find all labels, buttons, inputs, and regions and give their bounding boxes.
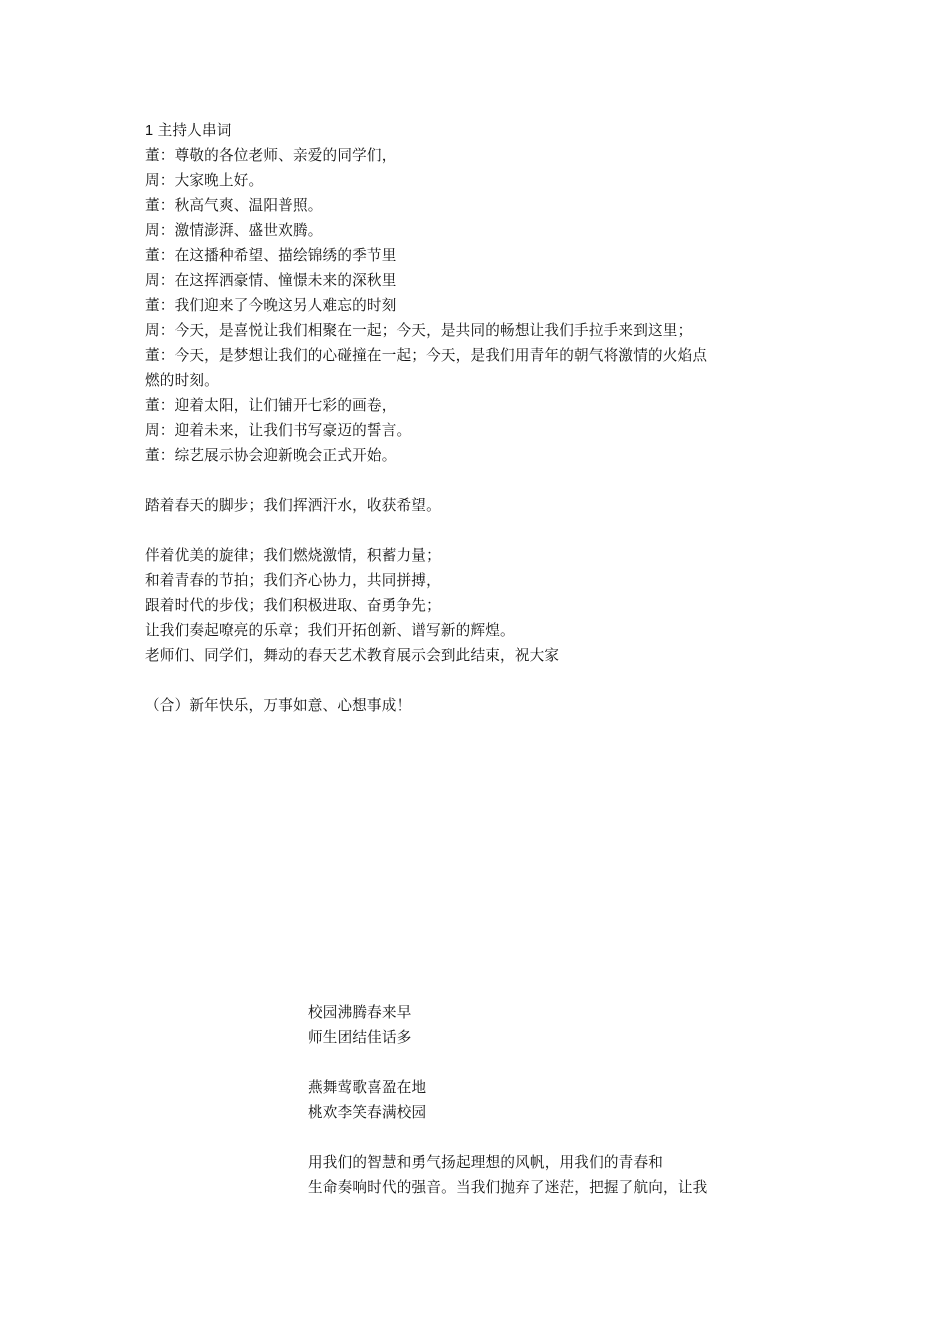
dialogue-line: 周：迎着未来，让我们书写豪迈的誓言。 [145,422,412,439]
couplet-line: 桃欢李笑春满校园 [308,1104,427,1121]
couplet-line: 燕舞莺歌喜盈在地 [308,1079,427,1096]
closing-line: 和着青春的节拍；我们齐心协力，共同拼搏， [145,572,441,589]
dialogue-line: 周：在这挥洒豪情、憧憬未来的深秋里 [145,272,397,289]
couplet-line: 校园沸腾春来早 [308,1004,412,1021]
final-paragraph-line: 用我们的智慧和勇气扬起理想的风帆，用我们的青春和 [308,1154,664,1171]
closing-line: 伴着优美的旋律；我们燃烧激情，积蓄力量； [145,547,441,564]
spring-line: 踏着春天的脚步；我们挥洒汗水，收获希望。 [145,497,441,514]
closing-line: 让我们奏起嘹亮的乐章；我们开拓创新、谱写新的辉煌。 [145,622,515,639]
dialogue-line: 周：今天，是喜悦让我们相聚在一起；今天，是共同的畅想让我们手拉手来到这里； [145,322,693,339]
dialogue-line: 董：秋高气爽、温阳普照。 [145,197,323,214]
dialogue-line: 周：激情澎湃、盛世欢腾。 [145,222,323,239]
together-line: （合）新年快乐，万事如意、心想事成！ [145,697,412,714]
document-heading: 1 主持人串词 [145,123,232,139]
couplet-line: 师生团结佳话多 [308,1029,412,1046]
closing-line: 老师们、同学们，舞动的春天艺术教育展示会到此结束，祝大家 [145,647,560,664]
final-paragraph-line: 生命奏响时代的强音。当我们抛弃了迷茫，把握了航向，让我 [308,1179,708,1196]
dialogue-line: 董：今天，是梦想让我们的心碰撞在一起；今天，是我们用青年的朝气将激情的火焰点 [145,347,708,364]
dialogue-line: 董：综艺展示协会迎新晚会正式开始。 [145,447,397,464]
dialogue-line: 燃的时刻。 [145,372,219,389]
dialogue-line: 董：在这播种希望、描绘锦绣的季节里 [145,247,397,264]
dialogue-line: 董：我们迎来了今晚这另人难忘的时刻 [145,297,397,314]
dialogue-line: 董：迎着太阳，让们铺开七彩的画卷， [145,397,397,414]
dialogue-line: 董：尊敬的各位老师、亲爱的同学们， [145,147,397,164]
closing-line: 跟着时代的步伐；我们积极进取、奋勇争先； [145,597,441,614]
dialogue-line: 周：大家晚上好。 [145,172,264,189]
